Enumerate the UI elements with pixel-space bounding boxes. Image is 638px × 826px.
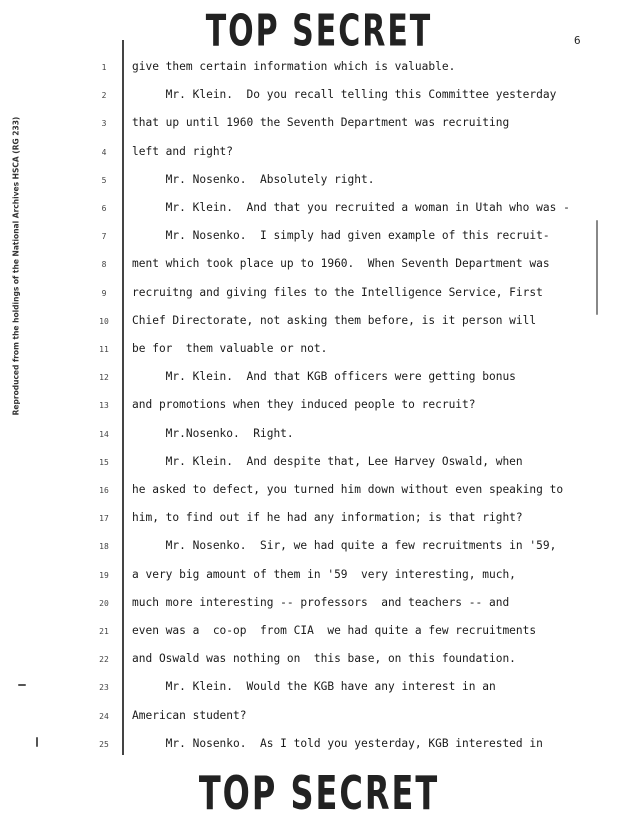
transcript-line: give them certain information which is valuable.	[132, 60, 456, 73]
line-number: 18	[99, 542, 109, 551]
archive-side-note	[10, 46, 22, 486]
line-number: 23	[99, 683, 109, 692]
archive-side-note-text: Reproduced from the holdings of the National Archives HSCA (RG 233)	[11, 116, 21, 416]
top-secret-stamp-footer: TOP SECRET	[198, 765, 440, 821]
line-number: 11	[99, 345, 109, 354]
line-number: 22	[99, 655, 109, 664]
line-number: 3	[101, 119, 107, 128]
line-number: 9	[101, 289, 107, 298]
line-number: 13	[99, 401, 109, 410]
transcript-line: that up until 1960 the Seventh Department was recruiting	[132, 116, 510, 129]
transcript-line: Mr. Nosenko. As I told you yesterday, KGB interested in	[132, 737, 543, 750]
line-number: 1	[101, 63, 107, 72]
transcript-line: Chief Directorate, not asking them before, is it person will	[132, 314, 537, 327]
transcript-line: him, to find out if he had any information; is that right?	[132, 511, 523, 524]
line-number: 25	[99, 740, 109, 749]
scan-speck	[596, 220, 598, 315]
transcript-line: recruitng and giving files to the Intelligence Service, First	[132, 286, 543, 299]
transcript-line: Mr. Klein. And that KGB officers were getting bonus	[132, 370, 516, 383]
line-number: 15	[99, 458, 109, 467]
transcript-line: American student?	[132, 709, 247, 722]
transcript-line: even was a co-op from CIA we had quite a few recruitments	[132, 624, 537, 637]
transcript-line: Mr. Klein. Would the KGB have any interest in an	[132, 680, 496, 693]
line-number: 16	[99, 486, 109, 495]
transcript-line: Mr. Nosenko. Sir, we had quite a few recruitments in '59,	[132, 539, 557, 552]
scan-speck	[36, 737, 38, 747]
page-number: 6	[574, 34, 581, 47]
transcript-line: Mr. Nosenko. I simply had given example of this recruit-	[132, 229, 550, 242]
top-secret-stamp-header: TOP SECRET	[205, 6, 433, 57]
line-number: 24	[99, 712, 109, 721]
transcript-line: and Oswald was nothing on this base, on this foundation.	[132, 652, 516, 665]
line-number: 19	[99, 571, 109, 580]
transcript-line: Mr.Nosenko. Right.	[132, 427, 294, 440]
transcript-line: he asked to defect, you turned him down without even speaking to	[132, 483, 564, 496]
transcript-line: a very big amount of them in '59 very interesting, much,	[132, 568, 516, 581]
transcript-line: and promotions when they induced people to recruit?	[132, 398, 476, 411]
line-number: 20	[99, 599, 109, 608]
line-number: 6	[101, 204, 107, 213]
scan-speck	[18, 684, 26, 686]
transcript-line: left and right?	[132, 145, 234, 158]
line-number: 7	[101, 232, 107, 241]
transcript-line: be for them valuable or not.	[132, 342, 328, 355]
transcript-line: Mr. Nosenko. Absolutely right.	[132, 173, 375, 186]
line-number: 10	[99, 317, 109, 326]
line-number: 4	[101, 148, 107, 157]
line-number: 17	[99, 514, 109, 523]
line-number: 21	[99, 627, 109, 636]
line-number: 2	[101, 91, 107, 100]
transcript-line: ment which took place up to 1960. When Seventh Department was	[132, 257, 550, 270]
line-number: 14	[99, 430, 109, 439]
transcript-line: Mr. Klein. And despite that, Lee Harvey Oswald, when	[132, 455, 523, 468]
left-margin-rule	[122, 40, 124, 755]
transcript-line: much more interesting -- professors and teachers -- and	[132, 596, 510, 609]
line-number: 8	[101, 260, 107, 269]
line-number: 5	[101, 176, 107, 185]
transcript-line: Mr. Klein. And that you recruited a woman in Utah who was -	[132, 201, 570, 214]
line-number: 12	[99, 373, 109, 382]
transcript-line: Mr. Klein. Do you recall telling this Committee yesterday	[132, 88, 557, 101]
